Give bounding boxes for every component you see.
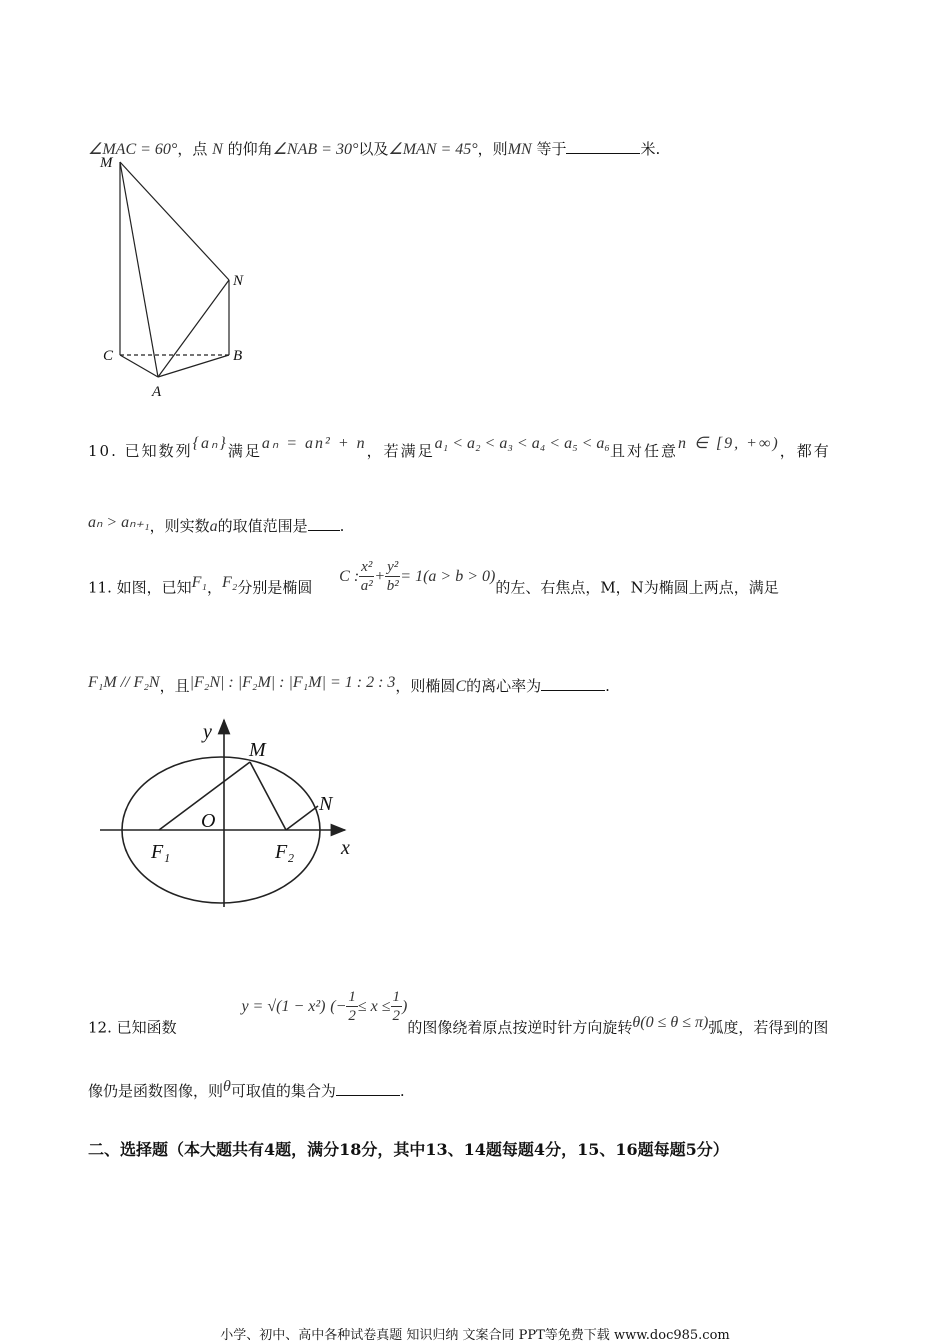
math: y = √(1 − x²) xyxy=(241,997,326,1015)
math: θ(0 ≤ θ ≤ π) xyxy=(632,1013,709,1031)
math: (− xyxy=(330,997,347,1015)
math: F₁M // F₂N xyxy=(88,674,160,691)
text: ，若满足 xyxy=(366,442,435,460)
math: MN xyxy=(507,141,532,158)
text: ，且 xyxy=(159,677,190,695)
text: ，则椭圆 xyxy=(395,677,456,695)
text: ，都有 xyxy=(779,442,831,460)
fraction-y2-b2 xyxy=(385,558,400,595)
label-B: B xyxy=(233,348,243,364)
q10-line2 xyxy=(88,515,344,536)
math: θ xyxy=(223,1078,231,1095)
question-number: 11. xyxy=(88,578,112,597)
text: 满足 xyxy=(227,442,262,460)
denominator: b² xyxy=(386,578,399,594)
text: 如图，已知 xyxy=(116,578,192,597)
segment-F2N xyxy=(286,806,318,830)
text: 像仍是函数图像，则 xyxy=(88,1082,224,1100)
label-M: M xyxy=(249,739,266,761)
text: . xyxy=(399,1082,405,1100)
edge-CA xyxy=(120,355,158,377)
label-C: C xyxy=(103,348,114,364)
math: F₁ xyxy=(191,573,207,591)
math: + xyxy=(374,567,386,585)
answer-blank xyxy=(308,516,340,531)
math: N xyxy=(212,141,223,158)
label-y: y xyxy=(203,721,212,743)
label-N: N xyxy=(319,793,333,815)
text: ，点 xyxy=(177,140,208,158)
numerator: 1 xyxy=(348,989,356,1005)
q12-line1 xyxy=(88,989,829,1047)
text: 的取值范围是 xyxy=(217,517,308,535)
math: |F₂N| : |F₂M| : |F₁M| = 1 : 2 : 3 xyxy=(189,674,396,691)
text: ，则 xyxy=(477,140,508,158)
text: 已知函数 xyxy=(116,1018,177,1037)
math: C xyxy=(455,678,467,695)
math: {aₙ} xyxy=(192,435,228,452)
text: 已知数列 xyxy=(124,442,193,460)
math: ∠MAN = 45° xyxy=(388,141,478,158)
denominator: 2 xyxy=(392,1008,401,1024)
text: 米. xyxy=(640,140,661,158)
answer-blank xyxy=(566,139,640,154)
fraction-half xyxy=(346,988,358,1025)
text: ，则实数 xyxy=(149,517,210,535)
text: 的仰角 xyxy=(227,140,273,158)
math: a₁ < a₂ < a₃ < a₄ < a₅ < a₆ xyxy=(434,435,610,452)
numerator: 1 xyxy=(392,989,401,1005)
text: 以及 xyxy=(358,140,389,158)
fraction-half xyxy=(391,988,403,1025)
ellipse-figure xyxy=(95,712,365,912)
label-x: x xyxy=(341,837,350,859)
text: 弧度，若得到的图 xyxy=(708,1018,829,1037)
math: n ∈ [9, +∞) xyxy=(678,435,780,452)
text: 且对任意 xyxy=(609,442,678,460)
math: ∠MAC = 60° xyxy=(88,141,178,158)
text: ， xyxy=(207,578,223,597)
edge-MA xyxy=(120,162,158,377)
fraction-x2-a2 xyxy=(359,558,374,595)
text: 分别是椭圆 xyxy=(237,578,313,597)
text: 等于 xyxy=(536,140,567,158)
label-F1: F₁ xyxy=(151,841,171,863)
q11-line1 xyxy=(88,559,779,607)
math: a xyxy=(209,518,218,535)
section-heading: 二、选择题（本大题共有4题，满分18分，其中13、14题每题4分，15、16题每题5分） xyxy=(88,1140,729,1159)
math: C : xyxy=(339,567,360,585)
math: ) xyxy=(402,997,408,1015)
text: 的左、右焦点，M，N为椭圆上两点，满足 xyxy=(495,578,779,597)
text: 可取值的集合为 xyxy=(230,1082,336,1100)
q11-line2 xyxy=(88,675,610,696)
denominator: 2 xyxy=(348,1008,356,1024)
text: 的离心率为 xyxy=(466,677,542,695)
question-number: 10. xyxy=(88,442,118,460)
label-M: M xyxy=(100,155,113,171)
numerator: x² xyxy=(361,559,373,575)
q10-line1 xyxy=(88,435,831,461)
math: F₂ xyxy=(222,573,238,591)
label-A: A xyxy=(152,384,162,400)
numerator: y² xyxy=(387,559,399,575)
math: aₙ > aₙ₊₁ xyxy=(88,514,150,531)
denominator: a² xyxy=(360,578,373,594)
label-O: O xyxy=(201,810,216,832)
math: ≤ x ≤ xyxy=(357,997,391,1015)
text: . xyxy=(339,517,345,535)
text: 的图像绕着原点按逆时针方向旋转 xyxy=(407,1018,633,1037)
edge-AB xyxy=(158,355,229,377)
math: ∠NAB = 30° xyxy=(272,141,359,158)
math: = 1(a > b > 0) xyxy=(400,567,496,585)
answer-blank xyxy=(336,1081,400,1096)
footer: 小学、初中、高中各种试卷真题 知识归纳 文案合同 PPT等免费下载 www.doc985.com xyxy=(220,1328,730,1343)
edge-NA xyxy=(158,280,229,377)
question-number: 12. xyxy=(88,1018,112,1037)
label-F2: F₂ xyxy=(275,841,295,863)
pyramid-figure xyxy=(90,150,260,400)
text: . xyxy=(605,677,610,695)
edge-MN xyxy=(120,162,229,280)
math: aₙ = an² + n xyxy=(261,435,367,452)
answer-blank xyxy=(541,676,605,691)
q12-line2 xyxy=(88,1080,405,1101)
label-N: N xyxy=(233,273,244,289)
